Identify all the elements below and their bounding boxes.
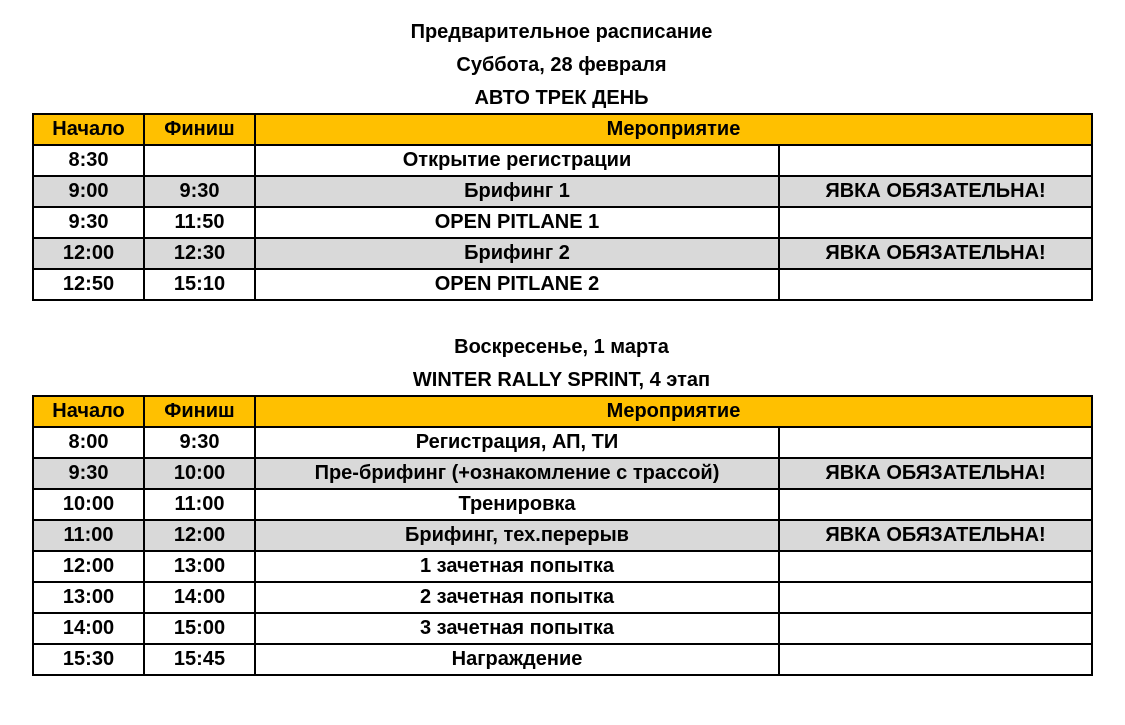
day2-header-row [33, 396, 1092, 427]
note-cell [779, 427, 1092, 458]
end-time-cell: 12:00 [144, 520, 255, 551]
end-time-cell: 10:00 [144, 458, 255, 489]
note-cell [779, 582, 1092, 613]
table-row [33, 176, 1092, 207]
note-cell [779, 269, 1092, 300]
note-cell [779, 613, 1092, 644]
activity-cell: 2 зачетная попытка [255, 582, 779, 613]
note-cell [779, 489, 1092, 520]
start-time-cell: 8:00 [33, 427, 144, 458]
day2-event-name: WINTER RALLY SPRINT, 4 этап [412, 369, 711, 391]
start-time-cell: 14:00 [33, 613, 144, 644]
table-row [33, 582, 1092, 613]
day2-schedule-table [32, 395, 1093, 676]
table-row [33, 238, 1092, 269]
start-time-cell: 11:00 [33, 520, 144, 551]
header-activity: Мероприятие [255, 114, 1092, 145]
start-time-cell: 9:30 [33, 207, 144, 238]
day2-table-body [33, 427, 1092, 675]
activity-cell: Пре-брифинг (+ознакомление с трассой) [255, 458, 779, 489]
note-cell [779, 207, 1092, 238]
end-time-cell [144, 145, 255, 176]
end-time-cell: 15:00 [144, 613, 255, 644]
activity-cell: Награждение [255, 644, 779, 675]
activity-cell: 3 зачетная попытка [255, 613, 779, 644]
activity-cell: Брифинг 2 [255, 238, 779, 269]
table-row [33, 458, 1092, 489]
end-time-cell: 11:00 [144, 489, 255, 520]
day1-event-name: АВТО ТРЕК ДЕНЬ [474, 87, 649, 109]
schedule-title: Предварительное расписание [410, 21, 713, 43]
start-time-cell: 9:30 [33, 458, 144, 489]
end-time-cell: 13:00 [144, 551, 255, 582]
activity-cell: Брифинг, тех.перерыв [255, 520, 779, 551]
end-time-cell: 15:10 [144, 269, 255, 300]
table-row [33, 269, 1092, 300]
start-time-cell: 8:30 [33, 145, 144, 176]
activity-cell: Брифинг 1 [255, 176, 779, 207]
note-cell [779, 551, 1092, 582]
start-time-cell: 12:00 [33, 238, 144, 269]
end-time-cell: 14:00 [144, 582, 255, 613]
day1-header-row [33, 114, 1092, 145]
start-time-cell: 15:30 [33, 644, 144, 675]
start-time-cell: 12:00 [33, 551, 144, 582]
start-time-cell: 12:50 [33, 269, 144, 300]
note-cell [779, 145, 1092, 176]
header-activity: Мероприятие [255, 396, 1092, 427]
day1-date: Суббота, 28 февраля [456, 54, 667, 76]
note-cell: ЯВКА ОБЯЗАТЕЛЬНА! [779, 176, 1092, 207]
header-start: Начало [33, 114, 144, 145]
table-row [33, 207, 1092, 238]
start-time-cell: 9:00 [33, 176, 144, 207]
start-time-cell: 10:00 [33, 489, 144, 520]
end-time-cell: 9:30 [144, 427, 255, 458]
header-end: Финиш [144, 114, 255, 145]
table-row [33, 427, 1092, 458]
header-end: Финиш [144, 396, 255, 427]
activity-cell: Регистрация, АП, ТИ [255, 427, 779, 458]
table-row [33, 551, 1092, 582]
activity-cell: 1 зачетная попытка [255, 551, 779, 582]
end-time-cell: 15:45 [144, 644, 255, 675]
day2-date: Воскресенье, 1 марта [454, 336, 669, 358]
note-cell [779, 644, 1092, 675]
table-row [33, 489, 1092, 520]
table-row [33, 145, 1092, 176]
table-row [33, 613, 1092, 644]
day1-table-body [33, 145, 1092, 300]
note-cell: ЯВКА ОБЯЗАТЕЛЬНА! [779, 520, 1092, 551]
table-row [33, 520, 1092, 551]
table-row [33, 644, 1092, 675]
end-time-cell: 9:30 [144, 176, 255, 207]
day1-schedule-table [32, 113, 1093, 301]
header-start: Начало [33, 396, 144, 427]
end-time-cell: 11:50 [144, 207, 255, 238]
activity-cell: OPEN PITLANE 1 [255, 207, 779, 238]
activity-cell: Открытие регистрации [255, 145, 779, 176]
note-cell: ЯВКА ОБЯЗАТЕЛЬНА! [779, 458, 1092, 489]
note-cell: ЯВКА ОБЯЗАТЕЛЬНА! [779, 238, 1092, 269]
start-time-cell: 13:00 [33, 582, 144, 613]
end-time-cell: 12:30 [144, 238, 255, 269]
activity-cell: OPEN PITLANE 2 [255, 269, 779, 300]
activity-cell: Тренировка [255, 489, 779, 520]
